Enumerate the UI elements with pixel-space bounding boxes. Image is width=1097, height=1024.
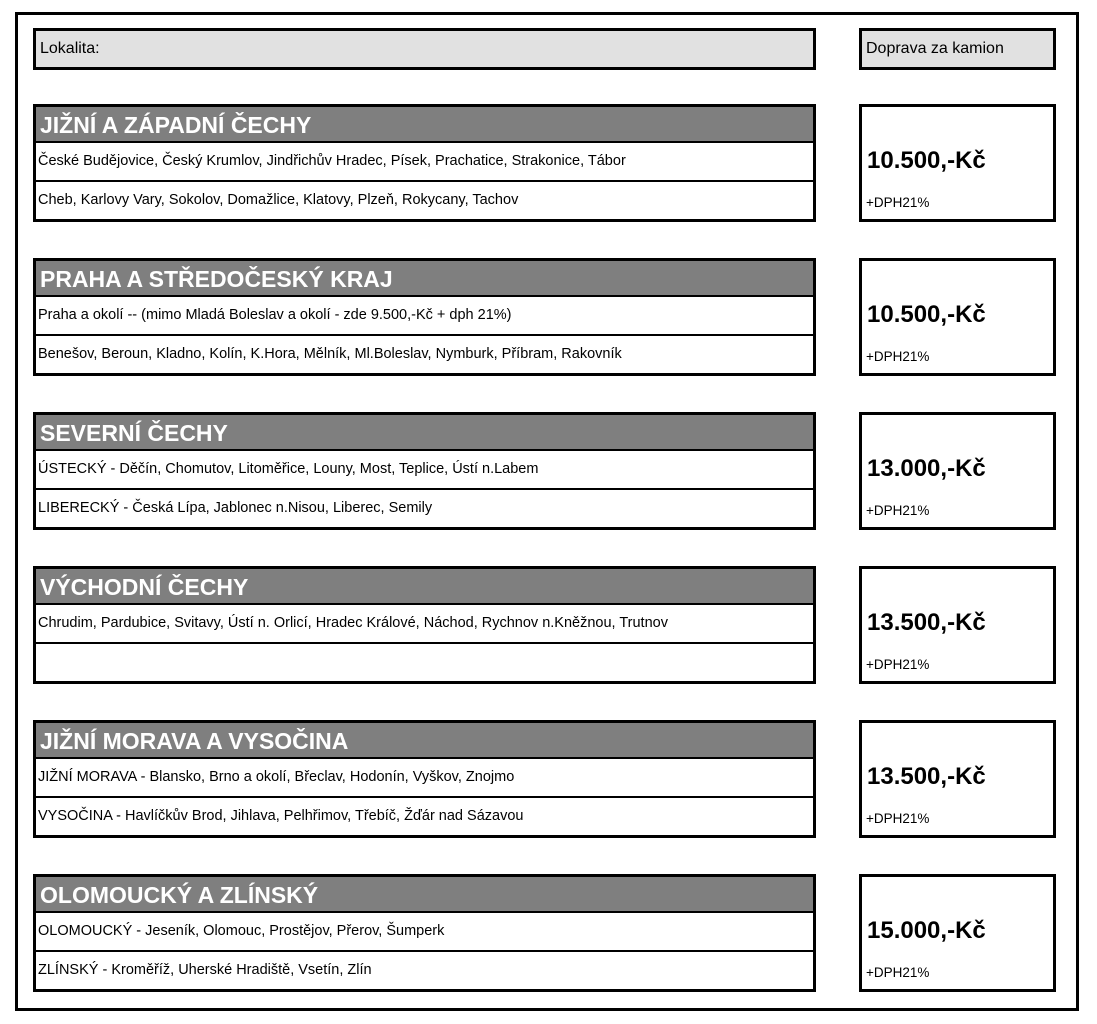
price-value: 13.000,-Kč — [867, 455, 986, 482]
region-row: ÚSTECKÝ - Děčín, Chomutov, Litoměřice, Louny, Most, Teplice, Ústí n.Labem — [36, 449, 813, 488]
region-box — [33, 720, 816, 838]
region-box — [33, 412, 816, 530]
region-title: VÝCHODNÍ ČECHY — [36, 569, 813, 603]
region-title: JIŽNÍ A ZÁPADNÍ ČECHY — [36, 107, 813, 141]
price-box — [859, 258, 1056, 376]
region-box — [33, 258, 816, 376]
region-row: OLOMOUCKÝ - Jeseník, Olomouc, Prostějov, Přerov, Šumperk — [36, 911, 813, 950]
price-vat: +DPH21% — [866, 195, 930, 210]
region-title: JIŽNÍ MORAVA A VYSOČINA — [36, 723, 813, 757]
region-title: SEVERNÍ ČECHY — [36, 415, 813, 449]
region-row: Benešov, Beroun, Kladno, Kolín, K.Hora, Mělník, Ml.Boleslav, Nymburk, Příbram, Rakovník — [36, 334, 813, 373]
price-value: 13.500,-Kč — [867, 763, 986, 790]
region-box — [33, 566, 816, 684]
region-row: VYSOČINA - Havlíčkův Brod, Jihlava, Pelhřimov, Třebíč, Žďár nad Sázavou — [36, 796, 813, 835]
price-value: 10.500,-Kč — [867, 301, 986, 328]
region-title: OLOMOUCKÝ A ZLÍNSKÝ — [36, 877, 813, 911]
region-row — [36, 642, 813, 681]
price-box — [859, 720, 1056, 838]
price-box — [859, 874, 1056, 992]
price-vat: +DPH21% — [866, 503, 930, 518]
region-row: Praha a okolí -- (mimo Mladá Boleslav a okolí - zde 9.500,-Kč + dph 21%) — [36, 295, 813, 334]
region-row: Cheb, Karlovy Vary, Sokolov, Domažlice, Klatovy, Plzeň, Rokycany, Tachov — [36, 180, 813, 219]
price-value: 10.500,-Kč — [867, 147, 986, 174]
price-vat: +DPH21% — [866, 811, 930, 826]
price-header: Doprava za kamion — [859, 28, 1056, 70]
price-box — [859, 566, 1056, 684]
region-row: JIŽNÍ MORAVA - Blansko, Brno a okolí, Břeclav, Hodonín, Vyškov, Znojmo — [36, 757, 813, 796]
price-box — [859, 412, 1056, 530]
price-vat: +DPH21% — [866, 965, 930, 980]
region-row: České Budějovice, Český Krumlov, Jindřichův Hradec, Písek, Prachatice, Strakonice, Tábor — [36, 141, 813, 180]
region-row: Chrudim, Pardubice, Svitavy, Ústí n. Orlicí, Hradec Králové, Náchod, Rychnov n.Kněžnou, Trutnov — [36, 603, 813, 642]
region-row: LIBERECKÝ - Česká Lípa, Jablonec n.Nisou, Liberec, Semily — [36, 488, 813, 527]
location-header: Lokalita: — [33, 28, 816, 70]
region-row: ZLÍNSKÝ - Kroměříž, Uherské Hradiště, Vsetín, Zlín — [36, 950, 813, 989]
price-value: 15.000,-Kč — [867, 917, 986, 944]
price-vat: +DPH21% — [866, 657, 930, 672]
price-vat: +DPH21% — [866, 349, 930, 364]
region-box — [33, 874, 816, 992]
price-box — [859, 104, 1056, 222]
region-title: PRAHA A STŘEDOČESKÝ KRAJ — [36, 261, 813, 295]
region-box — [33, 104, 816, 222]
price-value: 13.500,-Kč — [867, 609, 986, 636]
